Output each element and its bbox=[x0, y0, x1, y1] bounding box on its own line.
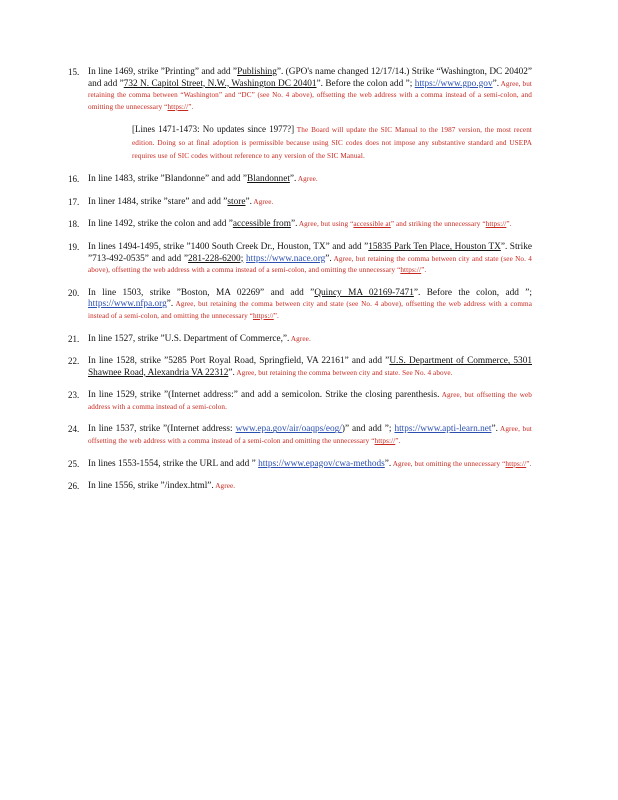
item-number: 17. bbox=[68, 196, 80, 207]
text-segment: In line 1492, strike the colon and add ” bbox=[88, 219, 233, 230]
text-segment: ”. Strike ”713-492-0535” and add ” bbox=[88, 241, 532, 264]
board-response: ”. bbox=[506, 220, 512, 229]
text-segment: ”. bbox=[228, 367, 235, 378]
text-segment: In line 1556, strike ”/index.html”. bbox=[88, 481, 214, 492]
board-response: Agree. bbox=[251, 197, 274, 206]
inserted-text: U.S. Department of Commerce, 5301 Shawnee Road, Alexandria VA 22312 bbox=[88, 356, 532, 378]
inserted-text: Blandonnet bbox=[247, 174, 290, 185]
item-number: 21. bbox=[68, 333, 80, 344]
board-response: Agree. bbox=[213, 482, 236, 491]
inserted-text: 15835 Park Ten Place, Houston TX bbox=[368, 241, 501, 252]
text-segment: In line 1529, strike ”(Internet address:” and add a semicolon. Strike the closing parenthesis. bbox=[88, 390, 440, 401]
board-response: Agree, but using “ bbox=[297, 220, 354, 229]
text-segment: ”. bbox=[245, 196, 252, 207]
board-response: ”. bbox=[395, 437, 401, 446]
inserted-text: 281-228-6200; bbox=[188, 253, 244, 264]
response-link-text: https:// bbox=[505, 459, 527, 468]
board-response: Agree. bbox=[296, 175, 318, 184]
text-segment: In line 1469, strike ”Printing” and add ” bbox=[88, 67, 238, 77]
text-segment: ”. bbox=[289, 174, 297, 185]
item-number: 16. bbox=[68, 174, 80, 185]
web-link[interactable]: https://www.apti-learn.net bbox=[394, 424, 492, 435]
text-segment: ”. bbox=[166, 299, 174, 310]
item-number: 19. bbox=[68, 241, 80, 252]
web-link[interactable]: https://www.epagov/cwa-methods bbox=[258, 458, 385, 469]
text-segment: In line 1537, strike ”(Internet address: bbox=[88, 424, 236, 435]
response-link-text: https:// bbox=[252, 311, 274, 320]
board-response: ” and striking the unnecessary “ bbox=[390, 220, 486, 229]
board-response: ”. bbox=[526, 459, 532, 468]
item-number: 20. bbox=[68, 287, 80, 298]
item-number: 18. bbox=[68, 219, 80, 230]
text-segment: ”. Before the colon, add ”; bbox=[413, 287, 532, 298]
board-response: Agree, but retaining the comma between city and state. See No. 4 above. bbox=[234, 368, 453, 377]
text-segment: ”. bbox=[384, 458, 392, 469]
board-response: Agree, but omitting the unnecessary “ bbox=[391, 459, 506, 468]
board-response: Agree, but offsetting the web address with a comma instead of a semi-colon and omitting the unnecessary “ bbox=[88, 425, 532, 446]
response-link-text: https:// bbox=[167, 102, 189, 111]
item-number: 26. bbox=[68, 481, 80, 492]
web-link[interactable]: https://www.gpo.gov bbox=[414, 78, 493, 89]
text-segment: ”. bbox=[491, 424, 498, 435]
text-segment: ”. bbox=[492, 78, 500, 89]
text-segment: [Lines 1471-1473: No updates since 1977?] bbox=[132, 124, 295, 135]
text-segment: ”. bbox=[325, 253, 332, 264]
board-response: ”. bbox=[188, 102, 194, 111]
item-number: 23. bbox=[68, 390, 80, 401]
response-link-text: accessible at bbox=[353, 220, 391, 229]
board-response: Agree, but retaining the comma between city and state (see No. 4 above), offsetting the web address with a comma instead of a semi-colon, and omitting the unnecessary “ bbox=[88, 254, 532, 275]
item-number: 25. bbox=[68, 458, 80, 469]
response-link-text: https:// bbox=[374, 437, 396, 446]
text-segment: )” and add ”; bbox=[341, 424, 395, 435]
board-response: ”. bbox=[273, 311, 279, 320]
board-response: Agree, but offsetting the web address with a comma instead of a semi-colon. bbox=[88, 391, 532, 411]
text-segment: In lines 1494-1495, strike ”1400 South Creek Dr., Houston, TX” and add ” bbox=[88, 241, 369, 252]
inserted-text: Quincy MA 02169-7471 bbox=[314, 287, 414, 298]
web-link[interactable]: www.epa.gov/air/oaqps/eog/ bbox=[235, 424, 342, 435]
text-segment: In line 1503, strike ”Boston, MA 02269” and add ” bbox=[88, 287, 315, 298]
board-response: Agree, but retaining the comma between “Washington” and “DC” (see No. 4 above), offsetting the web address with a comma instead of a semi-colon, and omitting the unnecessary “ bbox=[88, 79, 533, 111]
board-response: Agree, but retaining the comma between city and state (see No. 4 above), offsetting the web address with a comma instead of a semi-colon, and omitting the unnecessary “ bbox=[88, 300, 532, 320]
response-link-text: https:// bbox=[400, 266, 422, 275]
board-response: ”. bbox=[421, 266, 427, 275]
text-segment: In line 1527, strike ”U.S. Department of Commerce,”. bbox=[88, 333, 290, 344]
web-link[interactable]: https://www.nfpa.org bbox=[88, 299, 167, 310]
text-segment: ”. bbox=[290, 219, 298, 230]
text-segment: In line 1528, strike ”5285 Port Royal Road, Springfield, VA 22161” and add ” bbox=[88, 356, 390, 367]
text-segment: ”. (GPO's name changed 12/17/14.) Strike “Washington, DC 20402” and add ” bbox=[88, 67, 532, 89]
inserted-text: store bbox=[227, 196, 246, 207]
item-number: 24. bbox=[68, 424, 80, 435]
inserted-text: accessible from bbox=[232, 219, 291, 230]
text-segment: In liner 1484, strike ”stare” and add ” bbox=[88, 196, 228, 207]
text-segment: In line 1483, strike ”Blandonne” and add ” bbox=[88, 174, 248, 185]
item-number: 22. bbox=[68, 356, 80, 367]
text-segment: ”. Before the colon add ”; bbox=[316, 78, 415, 89]
board-response: Agree. bbox=[289, 334, 311, 343]
web-link[interactable]: https://www.nace.org bbox=[246, 253, 326, 264]
inserted-text: Publishing bbox=[237, 67, 277, 77]
inserted-text: 732 N. Capitol Street, N.W., Washington DC 20401 bbox=[123, 78, 317, 89]
item-number: 15. bbox=[68, 67, 80, 77]
board-response: The Board will update the SIC Manual to the 1987 version, the most recent edition. Doing so at final adoption is permissible because using SIC codes does not impose any substantive standard and USEPA requires use of SIC codes without reference to any version of the SIC Manual. bbox=[132, 126, 532, 160]
text-segment: In lines 1553-1554, strike the URL and add ” bbox=[88, 458, 259, 469]
response-link-text: https:// bbox=[485, 220, 507, 229]
